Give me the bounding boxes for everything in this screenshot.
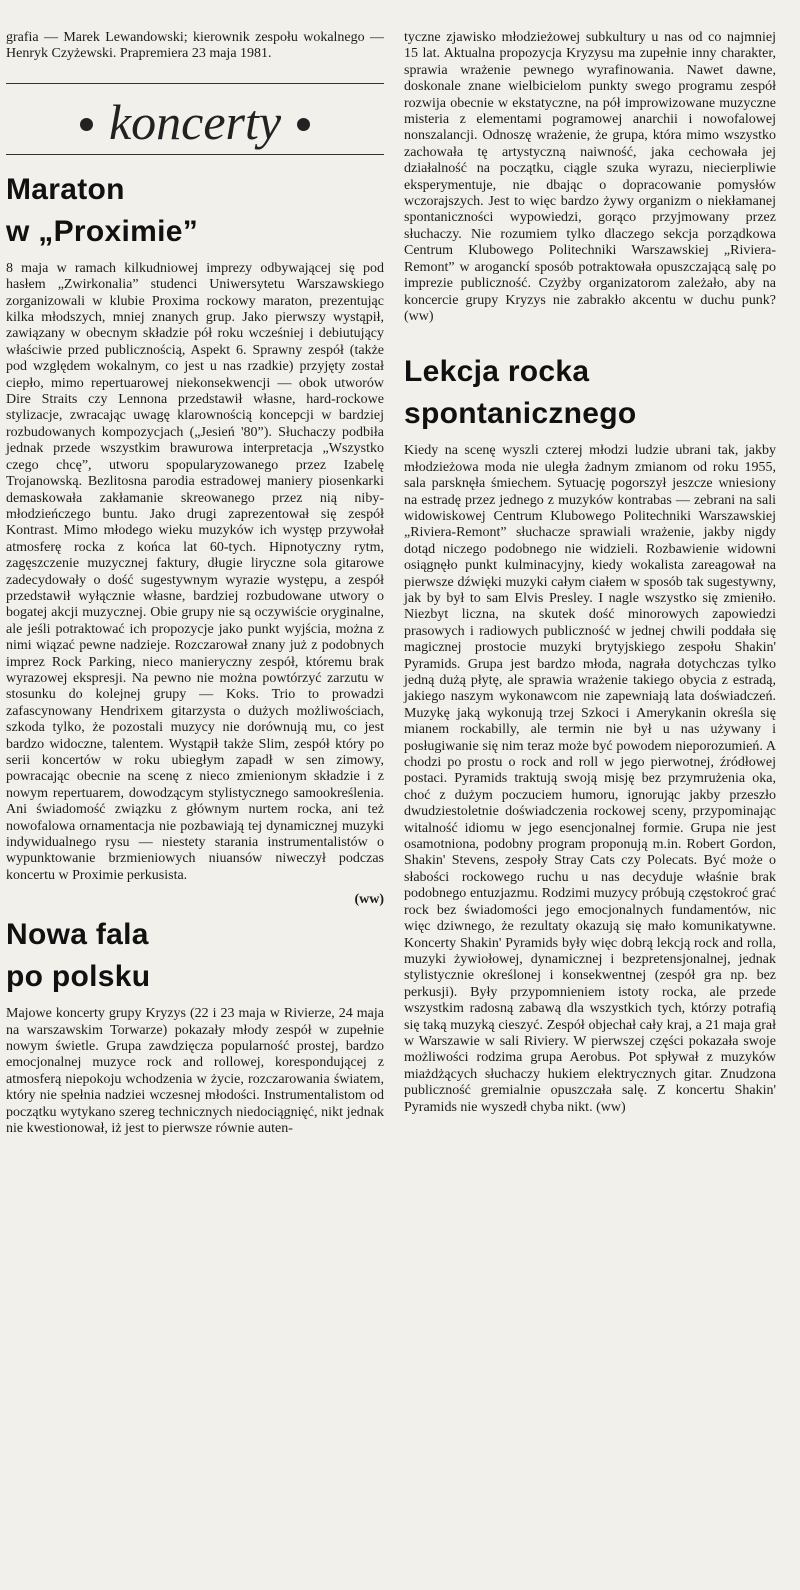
article-body: 8 maja w ramach kilkudniowej imprezy odbywającej się pod hasłem „Zwirkonalia” studenci Uniwersytetu Warszawskiego zorganizowali w klubie Proxima rockowy maraton, prezentując kilka młodszych, mniej znanych grup. Jako pierwszy wystąpił, zawiązany w obecnym składzie pół roku wcześniej i debiutujący właściwie przed publicznością, Aspekt 6. Sprawny zespół (także pod względem wokalnym, co jest u nas rzadkie) przyjęty został ciepło, mimo repertuarowej niekonsekwencji — obok utworów Dire Straits czy Lennona przedstawił własne, hard-rockowe stylizacje, zwracając uwagę klarownością koncepcji w bardziej rozbudowanych kompozycjach („Jesień '80”). Słuchaczy podbiła jednak przede wszystkim brawurowa interpretacja „Wszystko czego chcę”, utworu spopularyzowanego przez Izabelę Trojanowską. Bezlitosna parodia estradowej maniery piosenkarki demaskowała zakłamanie skreowanego przez nią niby-młodzieńczego buntu. Jako drugi zaprezentował się zespół Kontrast. Mimo młodego wieku muzyków ich występ przywołał atmosferę rocka z końca lat 60-tych. Hipnotyczny rytm, zagęszczenie muzycznej faktury, długie liryczne sola gitarowe zadecydowały o dość sugestywnym wyrazie występu, a zespół przedstawił wyłącznie własne, bardziej rozbudowane utwory o bogatej akcji muzycznej. Obie grupy nie są oczywiście oryginalne, ale jeśli potraktować ich propozycje jako punkt wyjścia, można z nimi wiązać pewne nadzieje. Rozczarował znany już z podobnych imprez Rock Parking, nieco manieryczny zespół, któremu brak wyrazowej ekspresji. Na pewno nie można powtórzyć zarzutu w stosunku do kolejnej grupy — Koks. Trio to prowadzi zafascynowany Hendrixem gitarzysta o dużych możliwościach, szkoda tylko, że pozostali muzycy nie dorównują mu, co jest bardzo widoczne, talentem. Wystąpił także Slim, zespół który po serii koncertów w roku ubiegłym zapadł w sen zimowy, powracając obecnie na scenę z nieco zmienionym składzie i z nowym repertuarem, dowodzącym stylistycznego samookreślenia. Ani świadomość związku z głównym nurtem rocka, ani też nowofalowa ornamentacja nie pozbawiają tej dynamicznej muzyki indywidualnego rysu — niestety starania instrumentalistów o wypunktowanie brzmieniowych niuansów niweczył podczas koncertu w Proximie perkusista. (6, 260, 384, 883)
article-body: Kiedy na scenę wyszli czterej młodzi ludzie ubrani tak, jakby młodzieżowa moda nie uległa żadnym zmianom od roku 1955, sala parsknęła śmiechem. Sytuację pogorszył jeszcze wniesiony na estradę przez jednego z muzyków kontrabas — zebrani na sali widowiskowej Centrum Klubowego Politechniki Warszawskiej „Riviera-Remont” słuchacze sprawiali wrażenie, jakby nigdy dotąd niczego podobnego nie widzieli. Rozbawienie widowni osiągnęło punkt kulminacyjny, kiedy wokalista zareagował na pierwsze dźwięki muzyki całym ciałem w sposób tak sugestywny, jak by był to sam Elvis Presley. I nagle wszystko się zmieniło. Niezbyt liczna, na skutek dość minorowych zapowiedzi prasowych i radiowych publiczność w jednej chwili poddała się magicznej prostocie muzyki brytyjskiego zespołu Shakin' Pyramids. Grupa jest bardzo młoda, nagrała dotychczas tylko jedną dużą płytę, ale sprawia wrażenie takiego obycia z estradą, jakiego naszym wykonawcom nie zapewniają lata doświadczeń. Muzykę jaką wykonują trzej Szkoci i Amerykanin określa się mianem rockabilly, ale termin nie był u nas używany i posługiwanie się nim teraz może być powodem nieporozumień. A chodzi po prostu o rock and roll w jego pierwotnej, źródłowej postaci. Pyramids traktują swoją misję bez przymrużenia oka, choć z dużym poczuciem humoru, ignorując jakby przeszło dwudziestoletnie doświadczenia rockowej sceny, przypominając witalność idiomu w jego esencjonalnej formie. Grupa nie jest osamotniona, podobny program proponują m.in. Robert Gordon, Shakin' Stevens, zespoły Stray Cats czy Polecats. Być może o słabości rockowego ruchu u nas decyduje właśnie brak podobnego entuzjazmu. Rodzimi muzycy próbują częstokroć grać rock bez świadomości jego emocjonalnych fundamentów, nic więc dziwnego, że rezultaty okazują się mało komunikatywne. Koncerty Shakin' Pyramids były więc dobrą lekcją rock and rolla, muzyki żywiołowej, dynamicznej i bezpretensjonalnej, jednak stylistycznie określonej i konsekwentnej (zespół gra np. bez perkusji). Były przypomnieniem istoty rocka, ale przede wszystkim radosną zabawą dla wszystkich tych, którzy potrafią się taką muzyką cieszyć. Zespół objechał cały kraj, a 21 maja grał w Warszawie w sali Riviery. W pierwszej części pokazała swoje możliwości rodzima grupa Aerobus. Pot spływał z muzyków miażdżących słuchaczy hukiem elektrycznych gitar. Znudzona publiczność gremialnie opuszczała salę. Z koncertu Shakin' Pyramids nie wyszedł chyba nikt. (ww) (404, 443, 776, 1115)
article-maraton (6, 169, 384, 908)
article-body-continued: tyczne zjawisko młodzieżowej subkultury u nas od co najmniej 15 lat. Aktualna propozycja Kryzysu ma zupełnie inny charakter, sprawia wrażenie pewnego wyrafinowania. Nawet dawne, doskonale znane wielbicielom punkty swego programu zespół rozwija obecnie w ekstatyczne, na pół improwizowane muzyczne misteria z elementami pogramowej anarchii i nowofalowej nonszalancji. Odnoszę wrażenie, że grupa, która mimo wszystko zachowała tę artystyczną naiwność, jaka cechowała jej działalność na początku, ciągle szuka wyrazu, niecierpliwie eksperymentuje, nie dbając o dopracowanie pomysłów wczorajszych. Jest to więc bardzo żywy organizm o niekłamanej spontaniczności wypowiedzi, gorąco przyjmowany przez słuchaczy. Nie rozumiem tylko dlaczego sekcja porządkowa Centrum Klubowego Politechniki Warszawskiej „Riviera-Remont” w aroganckí sposób potraktowała opuszczającą salę po imprezie publiczność. Czyżby organizatorom zależało, aby na koncercie grupy Kryzys nie zabrakło akcentu w duchu punk? (ww) (404, 30, 776, 324)
section-rule-bottom (6, 154, 384, 155)
right-column (404, 30, 776, 1116)
section-header (6, 92, 384, 152)
left-column (6, 30, 384, 1138)
article-title: po polsku (6, 960, 151, 994)
section-label: koncerty (108, 93, 282, 150)
article-body: Majowe koncerty grupy Kryzys (22 i 23 maja w Rivierze, 24 maja na warszawskim Torwarze) pokazały młody zespół w zupełnie nowym świetle. Grupa zawdzięcza popularność prostej, bardzo emocjonalnej muzyce rock and rollowej, korespondującej z atmosferą niepokoju wchodzenia w życie, rozczarowania światem, który nie spełnia nadziei wczesnej młodości. Instrumentalistom od początku wytykano szereg technicznych niedociągnięć, nikt jednak nie kwestionował, iż jest to pierwsze równie auten- (6, 1006, 384, 1137)
bullet-icon (80, 118, 93, 131)
section-rule-top (6, 83, 384, 84)
article-lekcja-rocka (404, 351, 776, 1116)
article-nowa-fala (6, 914, 384, 1137)
article-title: spontanicznego (404, 397, 637, 431)
article-title: Maraton (6, 172, 125, 206)
article-title: w „Proximie” (6, 214, 198, 248)
article-title: Nowa fala (6, 918, 149, 952)
bullet-icon (297, 118, 310, 131)
intro-text: grafia — Marek Lewandowski; kierownik zespołu wokalnego — Henryk Czyżewski. Prapremiera 23 maja 1981. (6, 30, 384, 62)
article-signoff: (ww) (354, 892, 384, 908)
article-title: Lekcja rocka (404, 355, 590, 389)
